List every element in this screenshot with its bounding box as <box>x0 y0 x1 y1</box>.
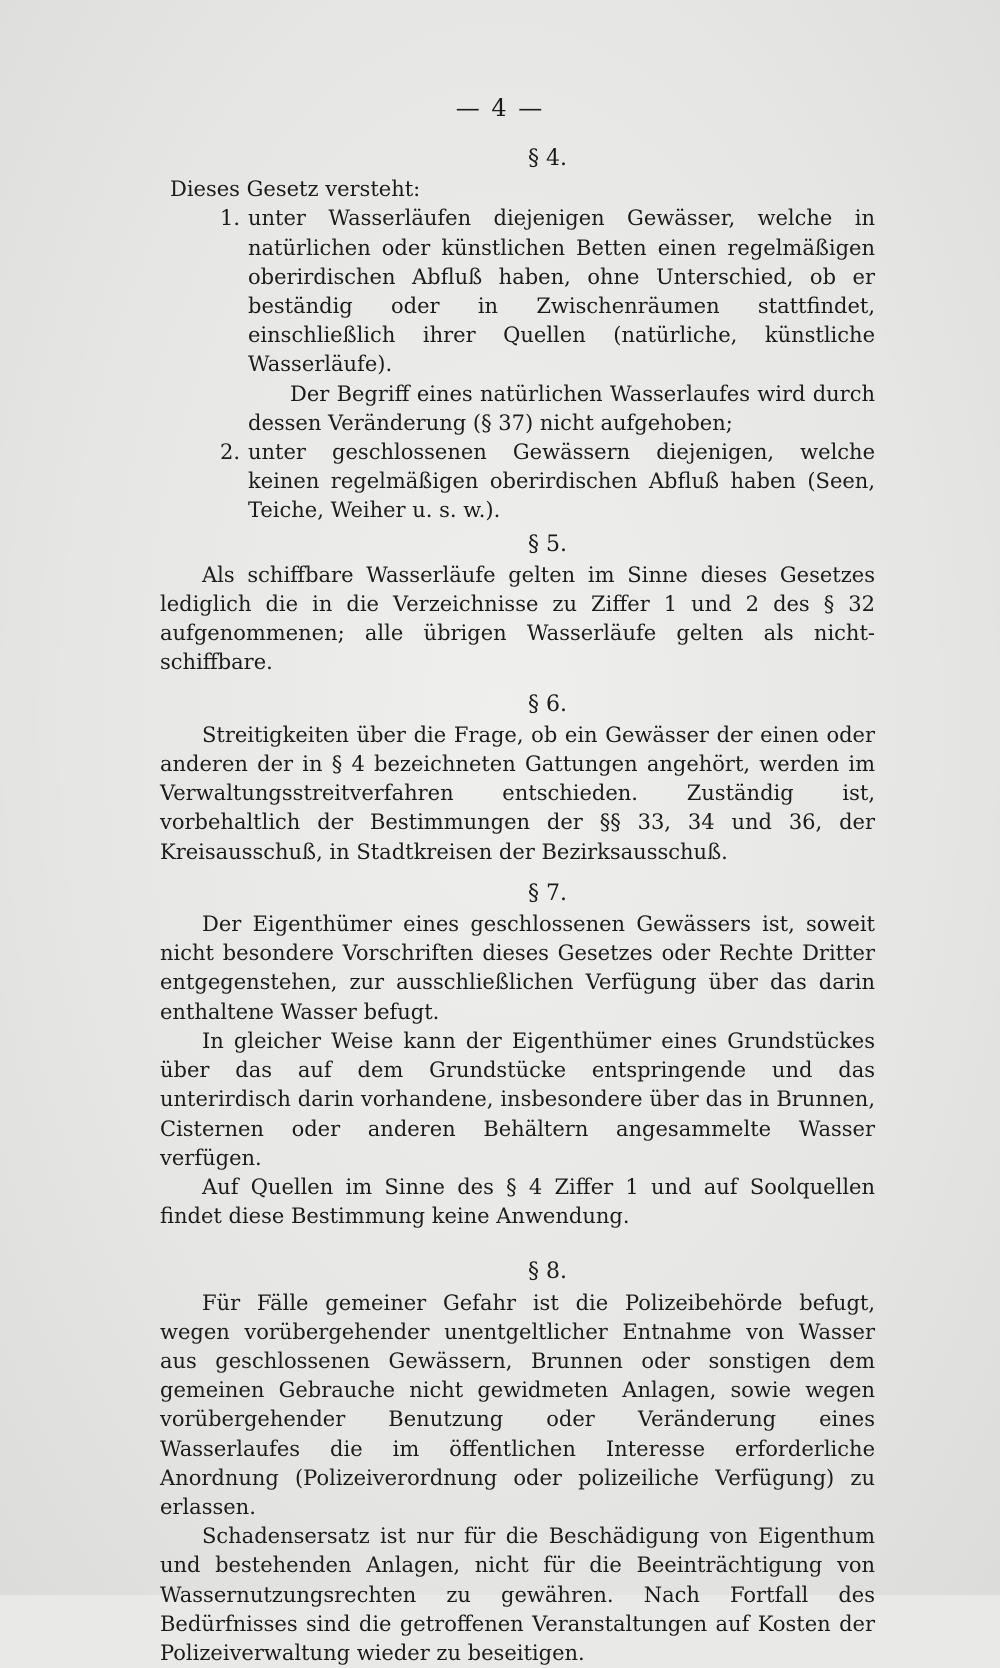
section-4-item-2-text: unter geschlossenen Gewässern diejenigen, welche keinen regelmäßigen oberirdischen Abfluß haben (Seen, Teiche, Weiher u. s. w.). <box>248 440 875 523</box>
section-7-heading: § 7. <box>528 880 567 906</box>
section-4-item-2 <box>160 438 875 526</box>
section-8-paragraph-1: Für Fälle gemeiner Gefahr ist die Polizeibehörde befugt, wegen vorübergehender unentgeltlicher Entnahme von Wasser aus geschlossenen Gewässern, Brunnen oder sonstigen dem gemeinen Gebrauche nicht gewidmeten Anlagen, sowie wegen vorübergehender Benutzung oder Veränderung eines Wasserlaufes die im öffentlichen Interesse erforderliche Anordnung (Polizeiverordnung oder polizeiliche Verfügung) zu erlassen. <box>160 1290 875 1519</box>
section-8-heading: § 8. <box>528 1259 567 1285</box>
section-7-paragraph-1: Der Eigenthümer eines geschlossenen Gewässers ist, soweit nicht besondere Vorschriften dieses Gesetzes oder Rechte Dritter entgegenstehen, zur ausschließlichen Verfügung über das darin enthaltene Wasser befugt. <box>160 912 875 1024</box>
section-7-paragraph-2: In gleicher Weise kann der Eigenthümer eines Grundstückes über das auf dem Grundstücke entspringende und das unterirdisch darin vorhandene, insbesondere über das in Brunnen, Cisternen oder anderen Behältern angesammelte Wasser verfügen. <box>160 1028 875 1170</box>
page-number: — 4 — <box>455 94 545 122</box>
section-6-text: Streitigkeiten über die Frage, ob ein Gewässer der einen oder anderen der in § 4 bezeichneten Gattungen angehört, werden im Verwaltungsstreitverfahren entschieden. Zuständig ist, vorbehaltlich der Bestimmungen der §§ 33, 34 und 36, der Kreisausschuß, in Stadtkreisen der Bezirksausschuß. <box>160 722 875 864</box>
section-4-item-1-subparagraph: Der Begriff eines natürlichen Wasserlaufes wird durch dessen Veränderung (§ 37) nicht aufgehoben; <box>248 381 875 435</box>
section-4-item-1-number: 1. <box>220 206 241 231</box>
section-4-item-1 <box>160 204 875 379</box>
body-text <box>160 140 875 1668</box>
section-4-item-2-number: 2. <box>220 440 241 465</box>
section-4-intro: Dieses Gesetz versteht: <box>170 177 421 202</box>
section-7-paragraph-3: Auf Quellen im Sinne des § 4 Ziffer 1 und auf Soolquellen findet diese Bestimmung keine Anwendung. <box>160 1174 875 1229</box>
section-4-item-1-text: unter Wasserläufen diejenigen Gewässer, welche in natürlichen oder künstlichen Betten einen regelmäßigen oberirdischen Abfluß haben, ohne Unterschied, ob er beständig oder in Zwischenräumen stattfindet, einschließlich ihrer Quellen (natürliche, künstliche Wasserläufe). <box>248 206 875 377</box>
section-5-text: Als schiffbare Wasserläufe gelten im Sinne dieses Gesetzes lediglich die in die Verzeichnisse zu Ziffer 1 und 2 des § 32 aufgenommenen; alle übrigen Wasserläufe gelten als nicht-schiffbare. <box>160 562 875 675</box>
section-8-paragraph-2: Schadensersatz ist nur für die Beschädigung von Eigenthum und bestehenden Anlagen, nicht für die Beeinträchtigung von Wassernutzungsrechten zu gewähren. Nach Fortfall des Bedürfnisses sind die getroffenen Veranstaltungen auf Kosten der Polizeiverwaltung wieder zu beseitigen. <box>160 1524 875 1665</box>
section-5-heading: § 5. <box>528 531 567 557</box>
section-4-heading: § 4. <box>528 146 567 171</box>
section-6-heading: § 6. <box>528 691 567 717</box>
